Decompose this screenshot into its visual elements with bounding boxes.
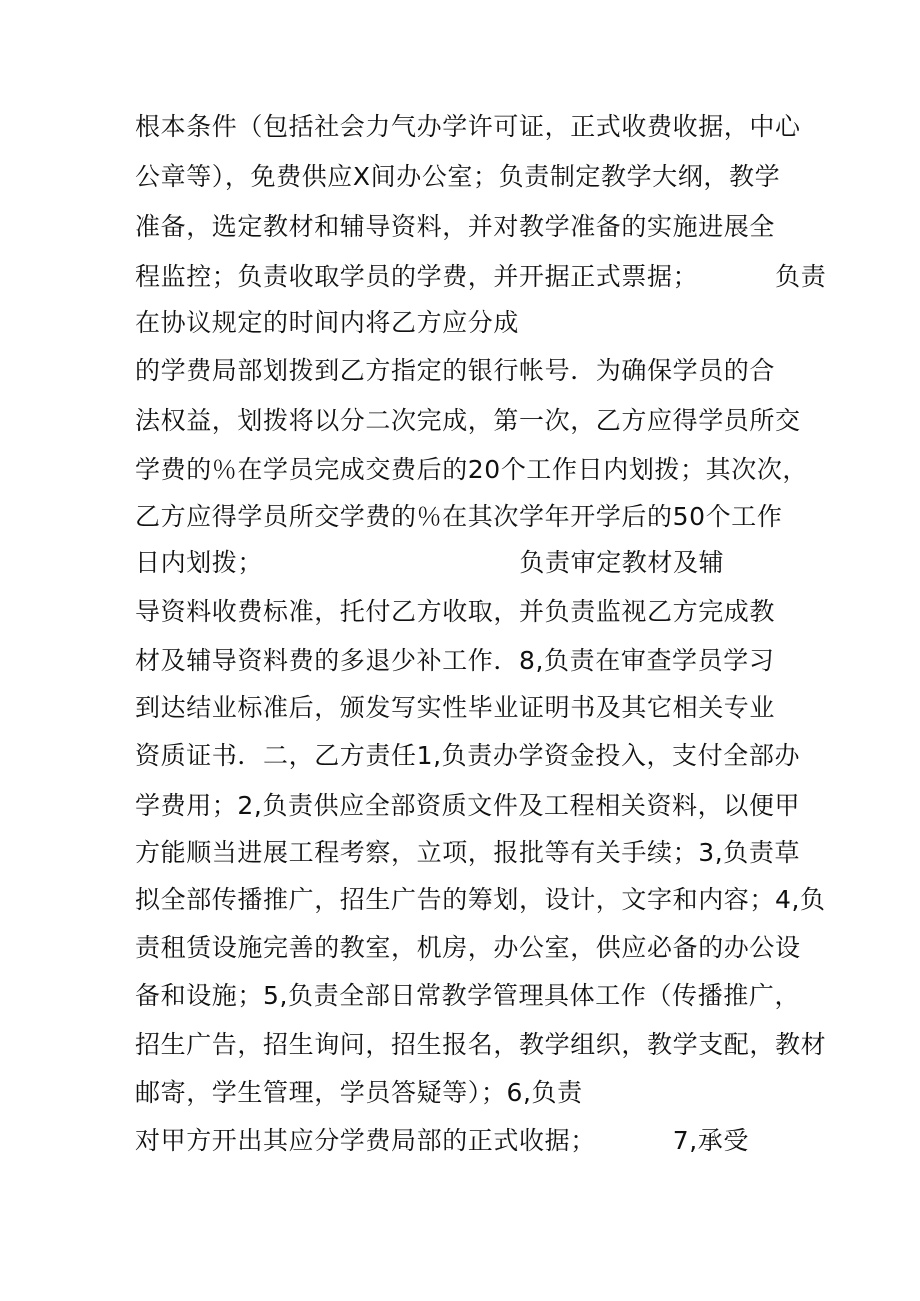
text-line: 招生广告，招生询问，招生报名，教学组织，教学支配，教材 — [135, 1030, 827, 1059]
text-line: 材及辅导资料费的多退少补工作．8,负责在审查学员学习 — [135, 646, 775, 675]
text-line: 资质证书．二，乙方责任1,负责办学资金投入，支付全部办 — [135, 741, 801, 770]
text-line: 邮寄，学生管理，学员答疑等）；6,负责 — [135, 1078, 583, 1107]
text-line: 拟全部传播推广，招生广告的筹划，设计，文字和内容；4,负 — [135, 885, 826, 914]
text-line: 日内划拨； 负责审定教材及辅 — [135, 548, 725, 577]
text-line: 到达结业标准后，颁发写实性毕业证明书及其它相关专业 — [135, 693, 776, 722]
text-line: 的学费局部划拨到乙方指定的银行帐号．为确保学员的合 — [135, 356, 776, 385]
text-line: 导资料收费标准，托付乙方收取，并负责监视乙方完成教 — [135, 597, 776, 626]
text-line: 在协议规定的时间内将乙方应分成 — [135, 308, 520, 337]
text-line: 备和设施；5,负责全部日常教学管理具体工作（传播推广， — [135, 981, 801, 1010]
text-line: 对甲方开出其应分学费局部的正式收据； 7,承受 — [135, 1126, 749, 1155]
text-line: 责租赁设施完善的教室，机房，办公室，供应必备的办公设 — [135, 933, 801, 962]
text-line: 准备，选定教材和辅导资料，并对教学准备的实施进展全 — [135, 212, 776, 241]
text-line: 法权益，划拨将以分二次完成，第一次，乙方应得学员所交 — [135, 406, 801, 435]
text-line: 方能顺当进展工程考察，立项，报批等有关手续；3,负责草 — [135, 838, 801, 867]
text-line: 程监控；负责收取学员的学费，并开据正式票据； 负责 — [135, 262, 827, 291]
text-line: 乙方应得学员所交学费的％在其次学年开学后的50个工作 — [135, 502, 783, 531]
text-line: 学费的％在学员完成交费后的20个工作日内划拨；其次次， — [135, 455, 809, 484]
text-line: 学费用；2,负责供应全部资质文件及工程相关资料，以便甲 — [135, 791, 801, 820]
text-line: 公章等），免费供应X间办公室；负责制定教学大纲，教学 — [135, 162, 781, 191]
text-line: 根本条件（包括社会力气办学许可证，正式收费收据，中心 — [135, 112, 801, 141]
